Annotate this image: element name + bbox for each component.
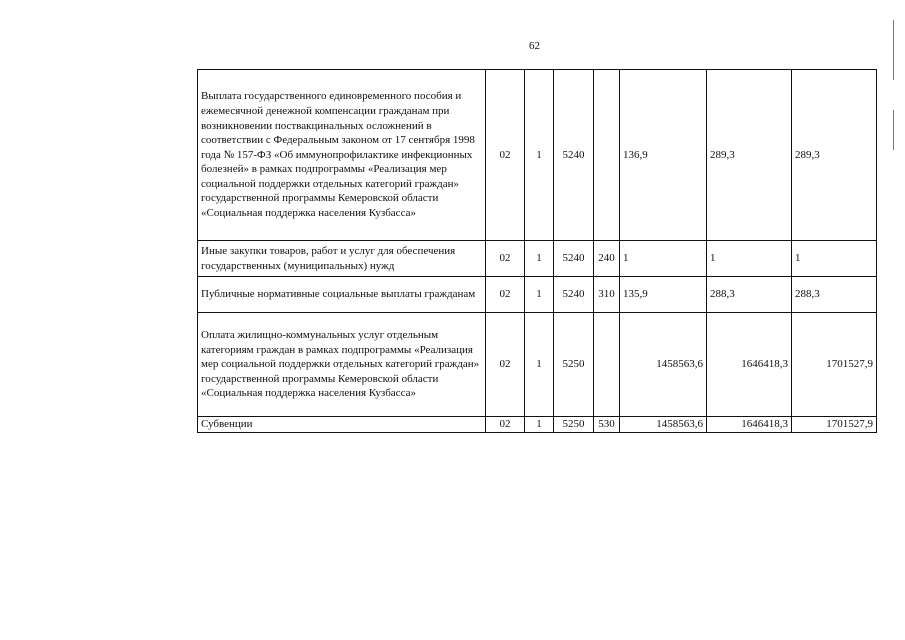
row-subprogram: 1	[525, 241, 554, 277]
table-row	[198, 70, 877, 241]
row-description: Оплата жилищно-коммунальных услуг отдельным категориям граждан в рамках подпрограммы «Реализация мер социальной поддержки отдельных категорий граждан» государственной программы Кемеровской области «Социальная поддержка населения Кузбасса»	[198, 313, 486, 417]
table-row	[198, 313, 877, 417]
row-section: 02	[486, 313, 525, 417]
row-description: Публичные нормативные социальные выплаты гражданам	[198, 277, 486, 313]
row-year3: 288,3	[792, 277, 877, 313]
row-code: 5250	[554, 417, 594, 433]
row-type: 240	[594, 241, 620, 277]
row-section: 02	[486, 277, 525, 313]
row-section: 02	[486, 70, 525, 241]
row-subprogram: 1	[525, 313, 554, 417]
row-year1: 1	[620, 241, 707, 277]
row-year1: 1458563,6	[620, 417, 707, 433]
row-subprogram: 1	[525, 277, 554, 313]
row-year1: 135,9	[620, 277, 707, 313]
row-year1: 136,9	[620, 70, 707, 241]
row-code: 5240	[554, 241, 594, 277]
page-number: 62	[529, 40, 540, 52]
row-type	[594, 70, 620, 241]
row-description: Иные закупки товаров, работ и услуг для обеспечения государственных (муниципальных) нужд	[198, 241, 486, 277]
row-code: 5240	[554, 70, 594, 241]
row-year1: 1458563,6	[620, 313, 707, 417]
row-year3: 289,3	[792, 70, 877, 241]
row-year2: 289,3	[707, 70, 792, 241]
row-subprogram: 1	[525, 417, 554, 433]
row-code: 5250	[554, 313, 594, 417]
row-section: 02	[486, 241, 525, 277]
row-type: 310	[594, 277, 620, 313]
row-year3: 1701527,9	[792, 417, 877, 433]
scan-edge-line	[893, 20, 894, 80]
row-year2: 288,3	[707, 277, 792, 313]
row-type	[594, 313, 620, 417]
row-year2: 1646418,3	[707, 313, 792, 417]
row-year3: 1	[792, 241, 877, 277]
row-type: 530	[594, 417, 620, 433]
budget-table	[197, 69, 877, 433]
row-code: 5240	[554, 277, 594, 313]
row-description: Субвенции	[198, 417, 486, 433]
row-year2: 1	[707, 241, 792, 277]
table-row	[198, 417, 877, 433]
table-row	[198, 277, 877, 313]
row-year2: 1646418,3	[707, 417, 792, 433]
row-year3: 1701527,9	[792, 313, 877, 417]
row-subprogram: 1	[525, 70, 554, 241]
table-row	[198, 241, 877, 277]
row-section: 02	[486, 417, 525, 433]
scan-edge-line-lower	[893, 110, 894, 150]
row-description: Выплата государственного единовременного пособия и ежемесячной денежной компенсации гражданам при возникновении поствакцинальных осложнений в соответствии с Федеральным законом от 17 сентября 1998 года № 157-ФЗ «Об иммунопрофилактике инфекционных болезней» в рамках подпрограммы «Реализация мер социальной поддержки отдельных категорий граждан» государственной программы Кемеровской области «Социальная поддержка населения Кузбасса»	[198, 70, 486, 241]
